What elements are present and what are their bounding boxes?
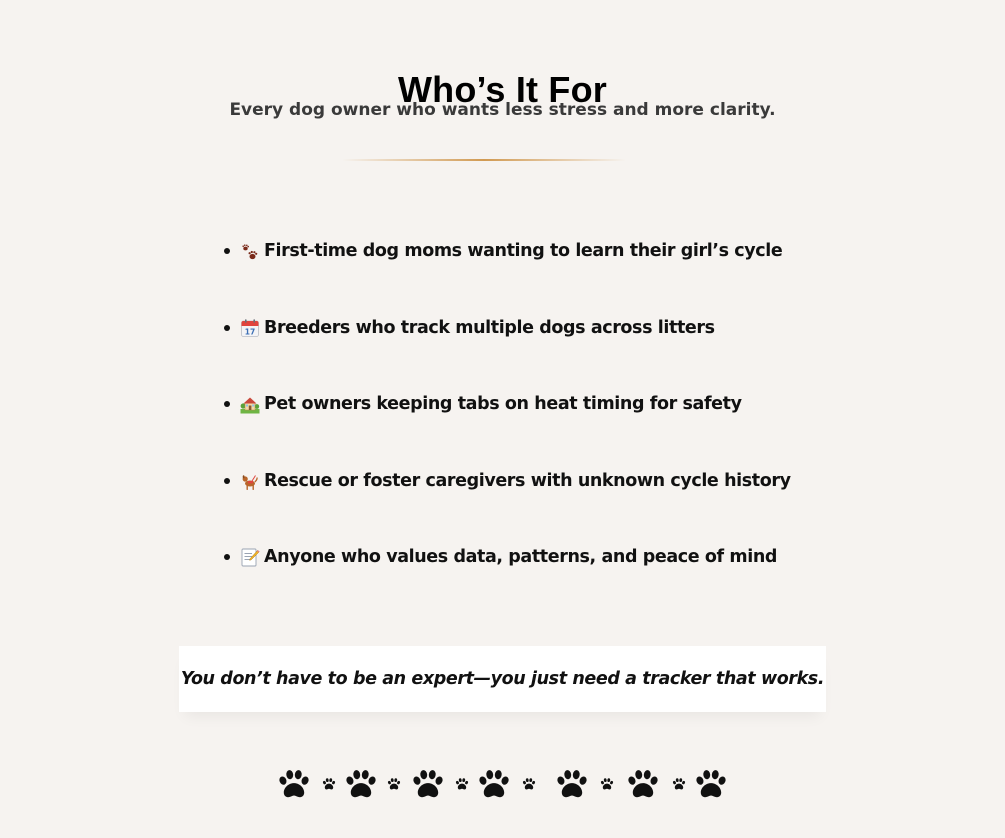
house-with-garden-icon [240, 394, 260, 414]
list-item-label: Anyone who values data, patterns, and peace of mind [264, 547, 778, 567]
paw-print-icon [626, 767, 660, 801]
bullet-dot [224, 325, 230, 331]
section-subtitle: Every dog owner who wants less stress and more clarity. [229, 100, 776, 120]
paw-divider [0, 764, 1005, 804]
list-item [224, 466, 791, 496]
paw-print-icon [555, 767, 589, 801]
service-dog-icon [240, 471, 260, 491]
memo-icon [240, 547, 260, 567]
list-item [224, 389, 791, 419]
paw-print-icon [672, 777, 686, 791]
paw-print-icon [600, 777, 614, 791]
bullet-dot [224, 248, 230, 254]
list-item-label: First-time dog moms wanting to learn their girl’s cycle [264, 241, 783, 261]
paw-print-icon [344, 767, 378, 801]
paw-prints-icon [240, 241, 260, 261]
bullet-dot [224, 554, 230, 560]
bullet-dot [224, 478, 230, 484]
paw-print-icon [455, 777, 469, 791]
paw-print-icon [411, 767, 445, 801]
paw-print-icon [387, 777, 401, 791]
paw-print-icon [322, 777, 336, 791]
paw-print-icon [477, 767, 511, 801]
list-item [224, 542, 791, 572]
paw-print-icon [277, 767, 311, 801]
callout-text: You don’t have to be an expert—you just need a tracker that works. [180, 669, 825, 689]
audience-list [224, 236, 791, 619]
list-item-label: Pet owners keeping tabs on heat timing for safety [264, 394, 742, 414]
list-item [224, 313, 791, 343]
section-title: Who’s It For [397, 69, 608, 111]
bullet-dot [224, 401, 230, 407]
list-item-label: Breeders who track multiple dogs across litters [264, 317, 715, 338]
accent-divider [342, 159, 626, 161]
list-item-label: Rescue or foster caregivers with unknown cycle history [264, 470, 791, 491]
callout-box [179, 646, 826, 712]
paw-print-icon [522, 777, 536, 791]
svg-text:17: 17 [244, 326, 256, 336]
list-item [224, 236, 791, 266]
calendar-icon [240, 318, 260, 338]
paw-print-icon [694, 767, 728, 801]
